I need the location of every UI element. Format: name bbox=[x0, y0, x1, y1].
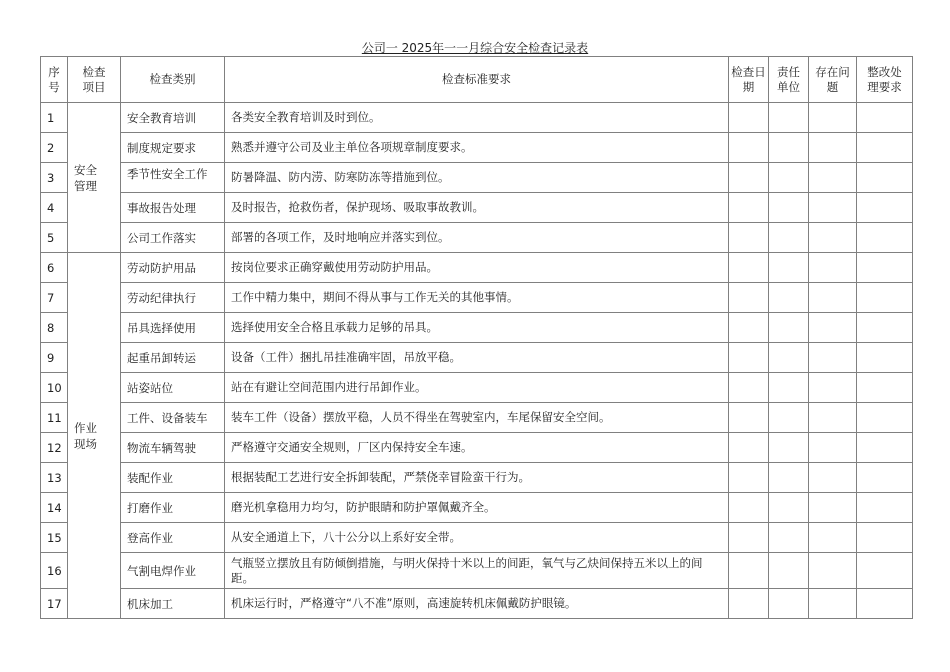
issues-cell[interactable] bbox=[809, 403, 857, 433]
header-rectify-label: 整改处 理要求 bbox=[867, 64, 902, 94]
date-cell[interactable] bbox=[729, 163, 769, 193]
check-category: 气割电焊作业 bbox=[121, 553, 225, 589]
rectify-cell[interactable] bbox=[857, 463, 913, 493]
date-cell[interactable] bbox=[729, 343, 769, 373]
group-label: 安全 管理 bbox=[68, 103, 121, 253]
unit-cell[interactable] bbox=[769, 283, 809, 313]
rectify-cell[interactable] bbox=[857, 343, 913, 373]
check-category: 安全教育培训 bbox=[121, 103, 225, 133]
table-body bbox=[41, 103, 913, 619]
date-cell[interactable] bbox=[729, 523, 769, 553]
table-row bbox=[41, 223, 913, 253]
row-number: 3 bbox=[41, 163, 68, 193]
date-cell[interactable] bbox=[729, 373, 769, 403]
check-standard: 严格遵守交通安全规则，厂区内保持安全车速。 bbox=[225, 433, 729, 463]
table-row bbox=[41, 103, 913, 133]
rectify-cell[interactable] bbox=[857, 193, 913, 223]
check-standard: 装车工件（设备）摆放平稳，人员不得坐在驾驶室内，车尾保留安全空间。 bbox=[225, 403, 729, 433]
date-cell[interactable] bbox=[729, 283, 769, 313]
check-standard: 部署的各项工作，及时地响应并落实到位。 bbox=[225, 223, 729, 253]
row-number: 15 bbox=[41, 523, 68, 553]
unit-cell[interactable] bbox=[769, 313, 809, 343]
header-standard-label: 检查标准要求 bbox=[442, 72, 511, 86]
check-category: 物流车辆驾驶 bbox=[121, 433, 225, 463]
table-row bbox=[41, 193, 913, 223]
issues-cell[interactable] bbox=[809, 433, 857, 463]
table-row bbox=[41, 373, 913, 403]
row-number: 14 bbox=[41, 493, 68, 523]
check-standard: 各类安全教育培训及时到位。 bbox=[225, 103, 729, 133]
table-row bbox=[41, 493, 913, 523]
check-standard: 按岗位要求正确穿戴使用劳动防护用品。 bbox=[225, 253, 729, 283]
header-issues-label: 存在问 题 bbox=[815, 64, 850, 94]
issues-cell[interactable] bbox=[809, 589, 857, 619]
unit-cell[interactable] bbox=[769, 523, 809, 553]
unit-cell[interactable] bbox=[769, 253, 809, 283]
unit-cell[interactable] bbox=[769, 589, 809, 619]
date-cell[interactable] bbox=[729, 463, 769, 493]
unit-cell[interactable] bbox=[769, 343, 809, 373]
check-category: 季节性安全工作 bbox=[121, 163, 225, 193]
date-cell[interactable] bbox=[729, 433, 769, 463]
rectify-cell[interactable] bbox=[857, 403, 913, 433]
unit-cell[interactable] bbox=[769, 163, 809, 193]
date-cell[interactable] bbox=[729, 493, 769, 523]
check-standard: 防暑降温、防内涝、防寒防冻等措施到位。 bbox=[225, 163, 729, 193]
issues-cell[interactable] bbox=[809, 283, 857, 313]
check-category: 工件、设备装车 bbox=[121, 403, 225, 433]
row-number: 12 bbox=[41, 433, 68, 463]
date-cell[interactable] bbox=[729, 553, 769, 589]
date-cell[interactable] bbox=[729, 223, 769, 253]
rectify-cell[interactable] bbox=[857, 163, 913, 193]
check-category: 制度规定要求 bbox=[121, 133, 225, 163]
unit-cell[interactable] bbox=[769, 223, 809, 253]
issues-cell[interactable] bbox=[809, 523, 857, 553]
table-row bbox=[41, 133, 913, 163]
check-standard: 从安全通道上下，八十公分以上系好安全带。 bbox=[225, 523, 729, 553]
row-number: 8 bbox=[41, 313, 68, 343]
check-standard: 磨光机拿稳用力均匀，防护眼睛和防护罩佩戴齐全。 bbox=[225, 493, 729, 523]
table-row bbox=[41, 283, 913, 313]
inspection-record-table bbox=[40, 56, 913, 619]
rectify-cell[interactable] bbox=[857, 103, 913, 133]
issues-cell[interactable] bbox=[809, 103, 857, 133]
unit-cell[interactable] bbox=[769, 493, 809, 523]
table-row bbox=[41, 163, 913, 193]
row-number: 17 bbox=[41, 589, 68, 619]
issues-cell[interactable] bbox=[809, 463, 857, 493]
table-row bbox=[41, 403, 913, 433]
check-category: 站姿站位 bbox=[121, 373, 225, 403]
issues-cell[interactable] bbox=[809, 223, 857, 253]
rectify-cell[interactable] bbox=[857, 133, 913, 163]
row-number: 7 bbox=[41, 283, 68, 313]
date-cell[interactable] bbox=[729, 103, 769, 133]
check-standard: 站在有避让空间范围内进行吊卸作业。 bbox=[225, 373, 729, 403]
issues-cell[interactable] bbox=[809, 553, 857, 589]
issues-cell[interactable] bbox=[809, 493, 857, 523]
check-standard: 熟悉并遵守公司及业主单位各项规章制度要求。 bbox=[225, 133, 729, 163]
check-standard: 根据装配工艺进行安全拆卸装配，严禁侥幸冒险蛮干行为。 bbox=[225, 463, 729, 493]
rectify-cell[interactable] bbox=[857, 553, 913, 589]
issues-cell[interactable] bbox=[809, 163, 857, 193]
issues-cell[interactable] bbox=[809, 313, 857, 343]
check-category: 起重吊卸转运 bbox=[121, 343, 225, 373]
check-standard: 及时报告，抢救伤者，保护现场、吸取事故教训。 bbox=[225, 193, 729, 223]
check-standard: 气瓶竖立摆放且有防倾倒措施，与明火保持十米以上的间距，氧气与乙炔间保持五米以上的间距。 bbox=[225, 553, 729, 589]
issues-cell[interactable] bbox=[809, 373, 857, 403]
table-row bbox=[41, 523, 913, 553]
unit-cell[interactable] bbox=[769, 463, 809, 493]
check-standard: 设备（工件）捆扎吊挂准确牢固，吊放平稳。 bbox=[225, 343, 729, 373]
rectify-cell[interactable] bbox=[857, 253, 913, 283]
issues-cell[interactable] bbox=[809, 343, 857, 373]
table-row bbox=[41, 433, 913, 463]
page-title: 公司一 2025年一一月综合安全检查记录表 bbox=[361, 41, 589, 55]
check-category: 装配作业 bbox=[121, 463, 225, 493]
unit-cell[interactable] bbox=[769, 193, 809, 223]
row-number: 4 bbox=[41, 193, 68, 223]
table-row bbox=[41, 553, 913, 589]
check-category: 事故报告处理 bbox=[121, 193, 225, 223]
row-number: 5 bbox=[41, 223, 68, 253]
table-row bbox=[41, 589, 913, 619]
rectify-cell[interactable] bbox=[857, 373, 913, 403]
check-category: 吊具选择使用 bbox=[121, 313, 225, 343]
date-cell[interactable] bbox=[729, 589, 769, 619]
unit-cell[interactable] bbox=[769, 433, 809, 463]
header-row bbox=[41, 57, 913, 103]
table-row bbox=[41, 343, 913, 373]
header-seq bbox=[41, 57, 68, 103]
header-group-label: 检查 项目 bbox=[82, 64, 106, 94]
unit-cell[interactable] bbox=[769, 403, 809, 433]
issues-cell[interactable] bbox=[809, 133, 857, 163]
check-category: 登高作业 bbox=[121, 523, 225, 553]
row-number: 11 bbox=[41, 403, 68, 433]
row-number: 9 bbox=[41, 343, 68, 373]
header-unit-label: 责任 单位 bbox=[777, 64, 800, 94]
header-standard bbox=[225, 57, 729, 103]
group-label: 作业 现场 bbox=[68, 253, 121, 619]
row-number: 10 bbox=[41, 373, 68, 403]
check-standard: 工作中精力集中，期间不得从事与工作无关的其他事情。 bbox=[225, 283, 729, 313]
header-date bbox=[729, 57, 769, 103]
header-seq-label: 序 号 bbox=[48, 64, 60, 94]
rectify-cell[interactable] bbox=[857, 223, 913, 253]
unit-cell[interactable] bbox=[769, 103, 809, 133]
header-category-label: 检查类别 bbox=[149, 72, 196, 86]
rectify-cell[interactable] bbox=[857, 523, 913, 553]
rectify-cell[interactable] bbox=[857, 313, 913, 343]
row-number: 6 bbox=[41, 253, 68, 283]
row-number: 13 bbox=[41, 463, 68, 493]
rectify-cell[interactable] bbox=[857, 283, 913, 313]
header-issues bbox=[809, 57, 857, 103]
date-cell[interactable] bbox=[729, 193, 769, 223]
row-number: 2 bbox=[41, 133, 68, 163]
check-standard: 选择使用安全合格且承载力足够的吊具。 bbox=[225, 313, 729, 343]
rectify-cell[interactable] bbox=[857, 433, 913, 463]
rectify-cell[interactable] bbox=[857, 589, 913, 619]
check-category: 劳动纪律执行 bbox=[121, 283, 225, 313]
check-category: 劳动防护用品 bbox=[121, 253, 225, 283]
date-cell[interactable] bbox=[729, 253, 769, 283]
row-number: 1 bbox=[41, 103, 68, 133]
date-cell[interactable] bbox=[729, 313, 769, 343]
header-category bbox=[121, 57, 225, 103]
check-standard: 机床运行时，严格遵守“八不准”原则，高速旋转机床佩戴防护眼镜。 bbox=[225, 589, 729, 619]
check-category: 打磨作业 bbox=[121, 493, 225, 523]
row-number: 16 bbox=[41, 553, 68, 589]
check-category: 机床加工 bbox=[121, 589, 225, 619]
table-row bbox=[41, 463, 913, 493]
header-date-label: 检查日 期 bbox=[731, 64, 766, 94]
issues-cell[interactable] bbox=[809, 253, 857, 283]
header-rectify bbox=[857, 57, 913, 103]
table-row bbox=[41, 253, 913, 283]
header-unit bbox=[769, 57, 809, 103]
date-cell[interactable] bbox=[729, 403, 769, 433]
header-group bbox=[68, 57, 121, 103]
check-category: 公司工作落实 bbox=[121, 223, 225, 253]
unit-cell[interactable] bbox=[769, 373, 809, 403]
unit-cell[interactable] bbox=[769, 553, 809, 589]
issues-cell[interactable] bbox=[809, 193, 857, 223]
table-row bbox=[41, 313, 913, 343]
unit-cell[interactable] bbox=[769, 133, 809, 163]
date-cell[interactable] bbox=[729, 133, 769, 163]
rectify-cell[interactable] bbox=[857, 493, 913, 523]
